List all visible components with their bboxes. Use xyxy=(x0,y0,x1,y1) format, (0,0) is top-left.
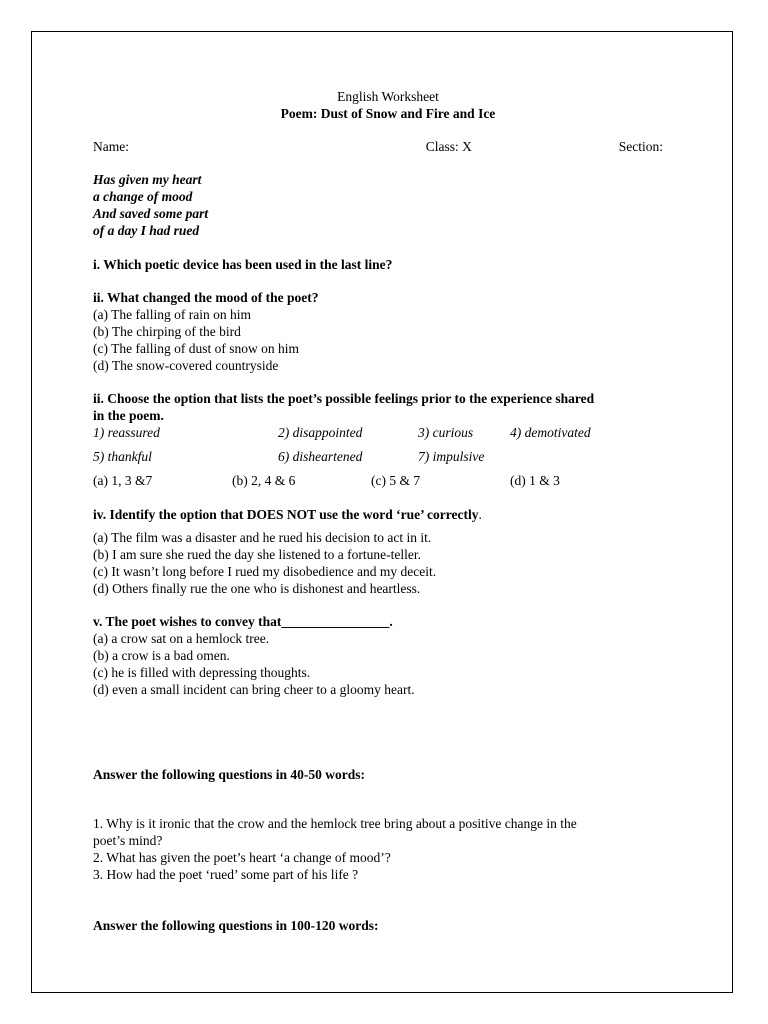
short-answer-question: 3. How had the poet ‘rued’ some part of his life ? xyxy=(93,867,359,882)
student-info-row xyxy=(93,138,663,155)
poem-line: And saved some part xyxy=(93,206,209,221)
feeling-item: 7) impulsive xyxy=(418,449,485,464)
feeling-item: 5) thankful xyxy=(93,449,152,464)
poem-line: of a day I had rued xyxy=(93,223,200,238)
option: (d) even a small incident can bring cheer to a gloomy heart. xyxy=(93,682,415,697)
feeling-item: 6) disheartened xyxy=(278,449,363,464)
worksheet-content xyxy=(93,88,683,934)
option: (b) The chirping of the bird xyxy=(93,324,241,339)
question-3-text-line2: in the poem. xyxy=(93,408,164,423)
question-5 xyxy=(93,613,683,698)
short-answer-question: 1. Why is it ironic that the crow and the hemlock tree bring about a positive change in the xyxy=(93,816,577,831)
poem-line: a change of mood xyxy=(93,189,193,204)
option: (a) a crow sat on a hemlock tree. xyxy=(93,631,270,646)
question-3-text-line1: ii. Choose the option that lists the poet’s possible feelings prior to the experience shared xyxy=(93,391,595,406)
feeling-item: 3) curious xyxy=(418,425,474,440)
option: (d) The snow-covered countryside xyxy=(93,358,279,373)
question-5-text: v. The poet wishes to convey that________________. xyxy=(93,614,393,629)
option: (c) It wasn’t long before I rued my disobedience and my deceit. xyxy=(93,564,437,579)
question-1: i. Which poetic device has been used in the last line? xyxy=(93,257,393,272)
option: (b) a crow is a bad omen. xyxy=(93,648,230,663)
option: (a) The film was a disaster and he rued his decision to act in it. xyxy=(93,530,432,545)
option: (a) 1, 3 &7 xyxy=(93,473,153,488)
name-label: Name: xyxy=(93,139,129,154)
question-3 xyxy=(93,390,683,490)
feeling-item: 4) demotivated xyxy=(510,425,591,440)
question-3-options xyxy=(93,472,683,490)
option: (a) The falling of rain on him xyxy=(93,307,251,322)
question-2 xyxy=(93,289,683,374)
feeling-item: 1) reassured xyxy=(93,425,160,440)
worksheet-subtitle: Poem: Dust of Snow and Fire and Ice xyxy=(280,106,496,121)
option: (d) 1 & 3 xyxy=(510,473,560,488)
short-answer-question: 2. What has given the poet’s heart ‘a change of mood’? xyxy=(93,850,391,865)
short-answer-question: poet’s mind? xyxy=(93,833,163,848)
option: (c) 5 & 7 xyxy=(371,473,421,488)
option: (b) I am sure she rued the day she listened to a fortune-teller. xyxy=(93,547,422,562)
question-4-period: . xyxy=(478,507,482,522)
option: (c) The falling of dust of snow on him xyxy=(93,341,299,356)
question-4 xyxy=(93,506,683,597)
option: (c) he is filled with depressing thoughts. xyxy=(93,665,311,680)
question-4-text-wrap xyxy=(93,506,683,523)
question-2-text: ii. What changed the mood of the poet? xyxy=(93,290,319,305)
section-a-heading: Answer the following questions in 40-50 words: xyxy=(93,767,366,782)
feelings-row-1 xyxy=(93,424,683,448)
poem-extract xyxy=(93,171,683,239)
class-label: Class: X xyxy=(425,139,472,154)
question-4-text: iv. Identify the option that DOES NOT use the word ‘rue’ correctly xyxy=(93,507,479,522)
feeling-item: 2) disappointed xyxy=(278,425,363,440)
option: (d) Others finally rue the one who is dishonest and heartless. xyxy=(93,581,421,596)
feelings-row-2 xyxy=(93,448,683,472)
option: (b) 2, 4 & 6 xyxy=(232,473,296,488)
section-a-questions xyxy=(93,815,683,883)
section-b-heading: Answer the following questions in 100-120 words: xyxy=(93,918,379,933)
poem-line: Has given my heart xyxy=(93,172,202,187)
section-label: Section: xyxy=(618,139,663,154)
worksheet-title: English Worksheet xyxy=(337,89,439,104)
